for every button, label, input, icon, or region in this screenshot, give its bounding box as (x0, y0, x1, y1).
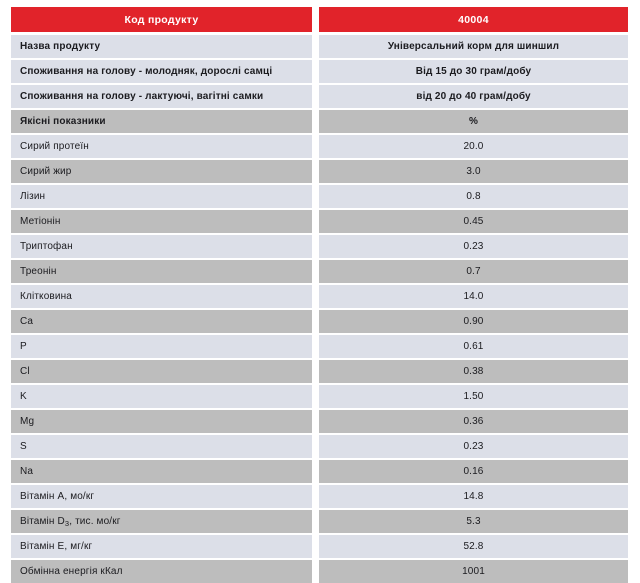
row-value: 1.50 (319, 385, 628, 408)
table-row (11, 360, 628, 383)
row-value: 14.0 (319, 285, 628, 308)
table-row (11, 285, 628, 308)
table-row (11, 260, 628, 283)
table-row (11, 335, 628, 358)
header-product-code-label: Код продукту (11, 7, 312, 32)
row-value: 0.8 (319, 185, 628, 208)
row-value: 0.16 (319, 460, 628, 483)
table-row (11, 460, 628, 483)
row-label: P (11, 335, 312, 358)
row-label: Метіонін (11, 210, 312, 233)
table-row (11, 110, 628, 133)
table-body (11, 35, 628, 583)
row-value: Універсальний корм для шиншил (319, 35, 628, 58)
table-row (11, 485, 628, 508)
row-value: 5.3 (319, 510, 628, 533)
table-row (11, 85, 628, 108)
row-value: 0.45 (319, 210, 628, 233)
row-label: Вітамін D $_3$ , тис. мо/кг (11, 510, 312, 533)
header-product-code-value: 40004 (319, 7, 628, 32)
table-row (11, 435, 628, 458)
row-value: Від 15 до 30 грам/добу (319, 60, 628, 83)
table-row (11, 160, 628, 183)
row-label: Споживання на голову - лактуючі, вагітні самки (11, 85, 312, 108)
table-row (11, 185, 628, 208)
row-value: 0.38 (319, 360, 628, 383)
row-label: Клітковина (11, 285, 312, 308)
row-value: 0.36 (319, 410, 628, 433)
row-label: Cl (11, 360, 312, 383)
row-value: 0.61 (319, 335, 628, 358)
row-value: від 20 до 40 грам/добу (319, 85, 628, 108)
row-label: K (11, 385, 312, 408)
row-label: Споживання на голову - молодняк, дорослі самці (11, 60, 312, 83)
row-label: Обмінна енергія кКал (11, 560, 312, 583)
row-value: 1001 (319, 560, 628, 583)
row-label: Триптофан (11, 235, 312, 258)
table-header-row (11, 7, 628, 32)
table-row (11, 510, 628, 533)
row-value: 20.0 (319, 135, 628, 158)
table-row (11, 410, 628, 433)
table-row (11, 35, 628, 58)
row-label: Ca (11, 310, 312, 333)
table-row (11, 235, 628, 258)
table-row (11, 535, 628, 558)
table-row (11, 310, 628, 333)
row-label: Треонін (11, 260, 312, 283)
table-row (11, 385, 628, 408)
row-value: 0.7 (319, 260, 628, 283)
row-value: 52.8 (319, 535, 628, 558)
table-row (11, 135, 628, 158)
row-label: Na (11, 460, 312, 483)
row-label: Лізин (11, 185, 312, 208)
row-value: % (319, 110, 628, 133)
row-label: Назва продукту (11, 35, 312, 58)
row-label: Якісні показники (11, 110, 312, 133)
row-label: Mg (11, 410, 312, 433)
row-label: Сирий жир (11, 160, 312, 183)
row-value: 0.23 (319, 235, 628, 258)
row-label: Вітамін А, мо/кг (11, 485, 312, 508)
table-row (11, 60, 628, 83)
table-row (11, 560, 628, 583)
row-label: S (11, 435, 312, 458)
table-row (11, 210, 628, 233)
row-value: 0.90 (319, 310, 628, 333)
row-label: Вітамін Е, мг/кг (11, 535, 312, 558)
row-value: 14.8 (319, 485, 628, 508)
row-label: Сирий протеїн (11, 135, 312, 158)
row-value: 3.0 (319, 160, 628, 183)
row-value: 0.23 (319, 435, 628, 458)
